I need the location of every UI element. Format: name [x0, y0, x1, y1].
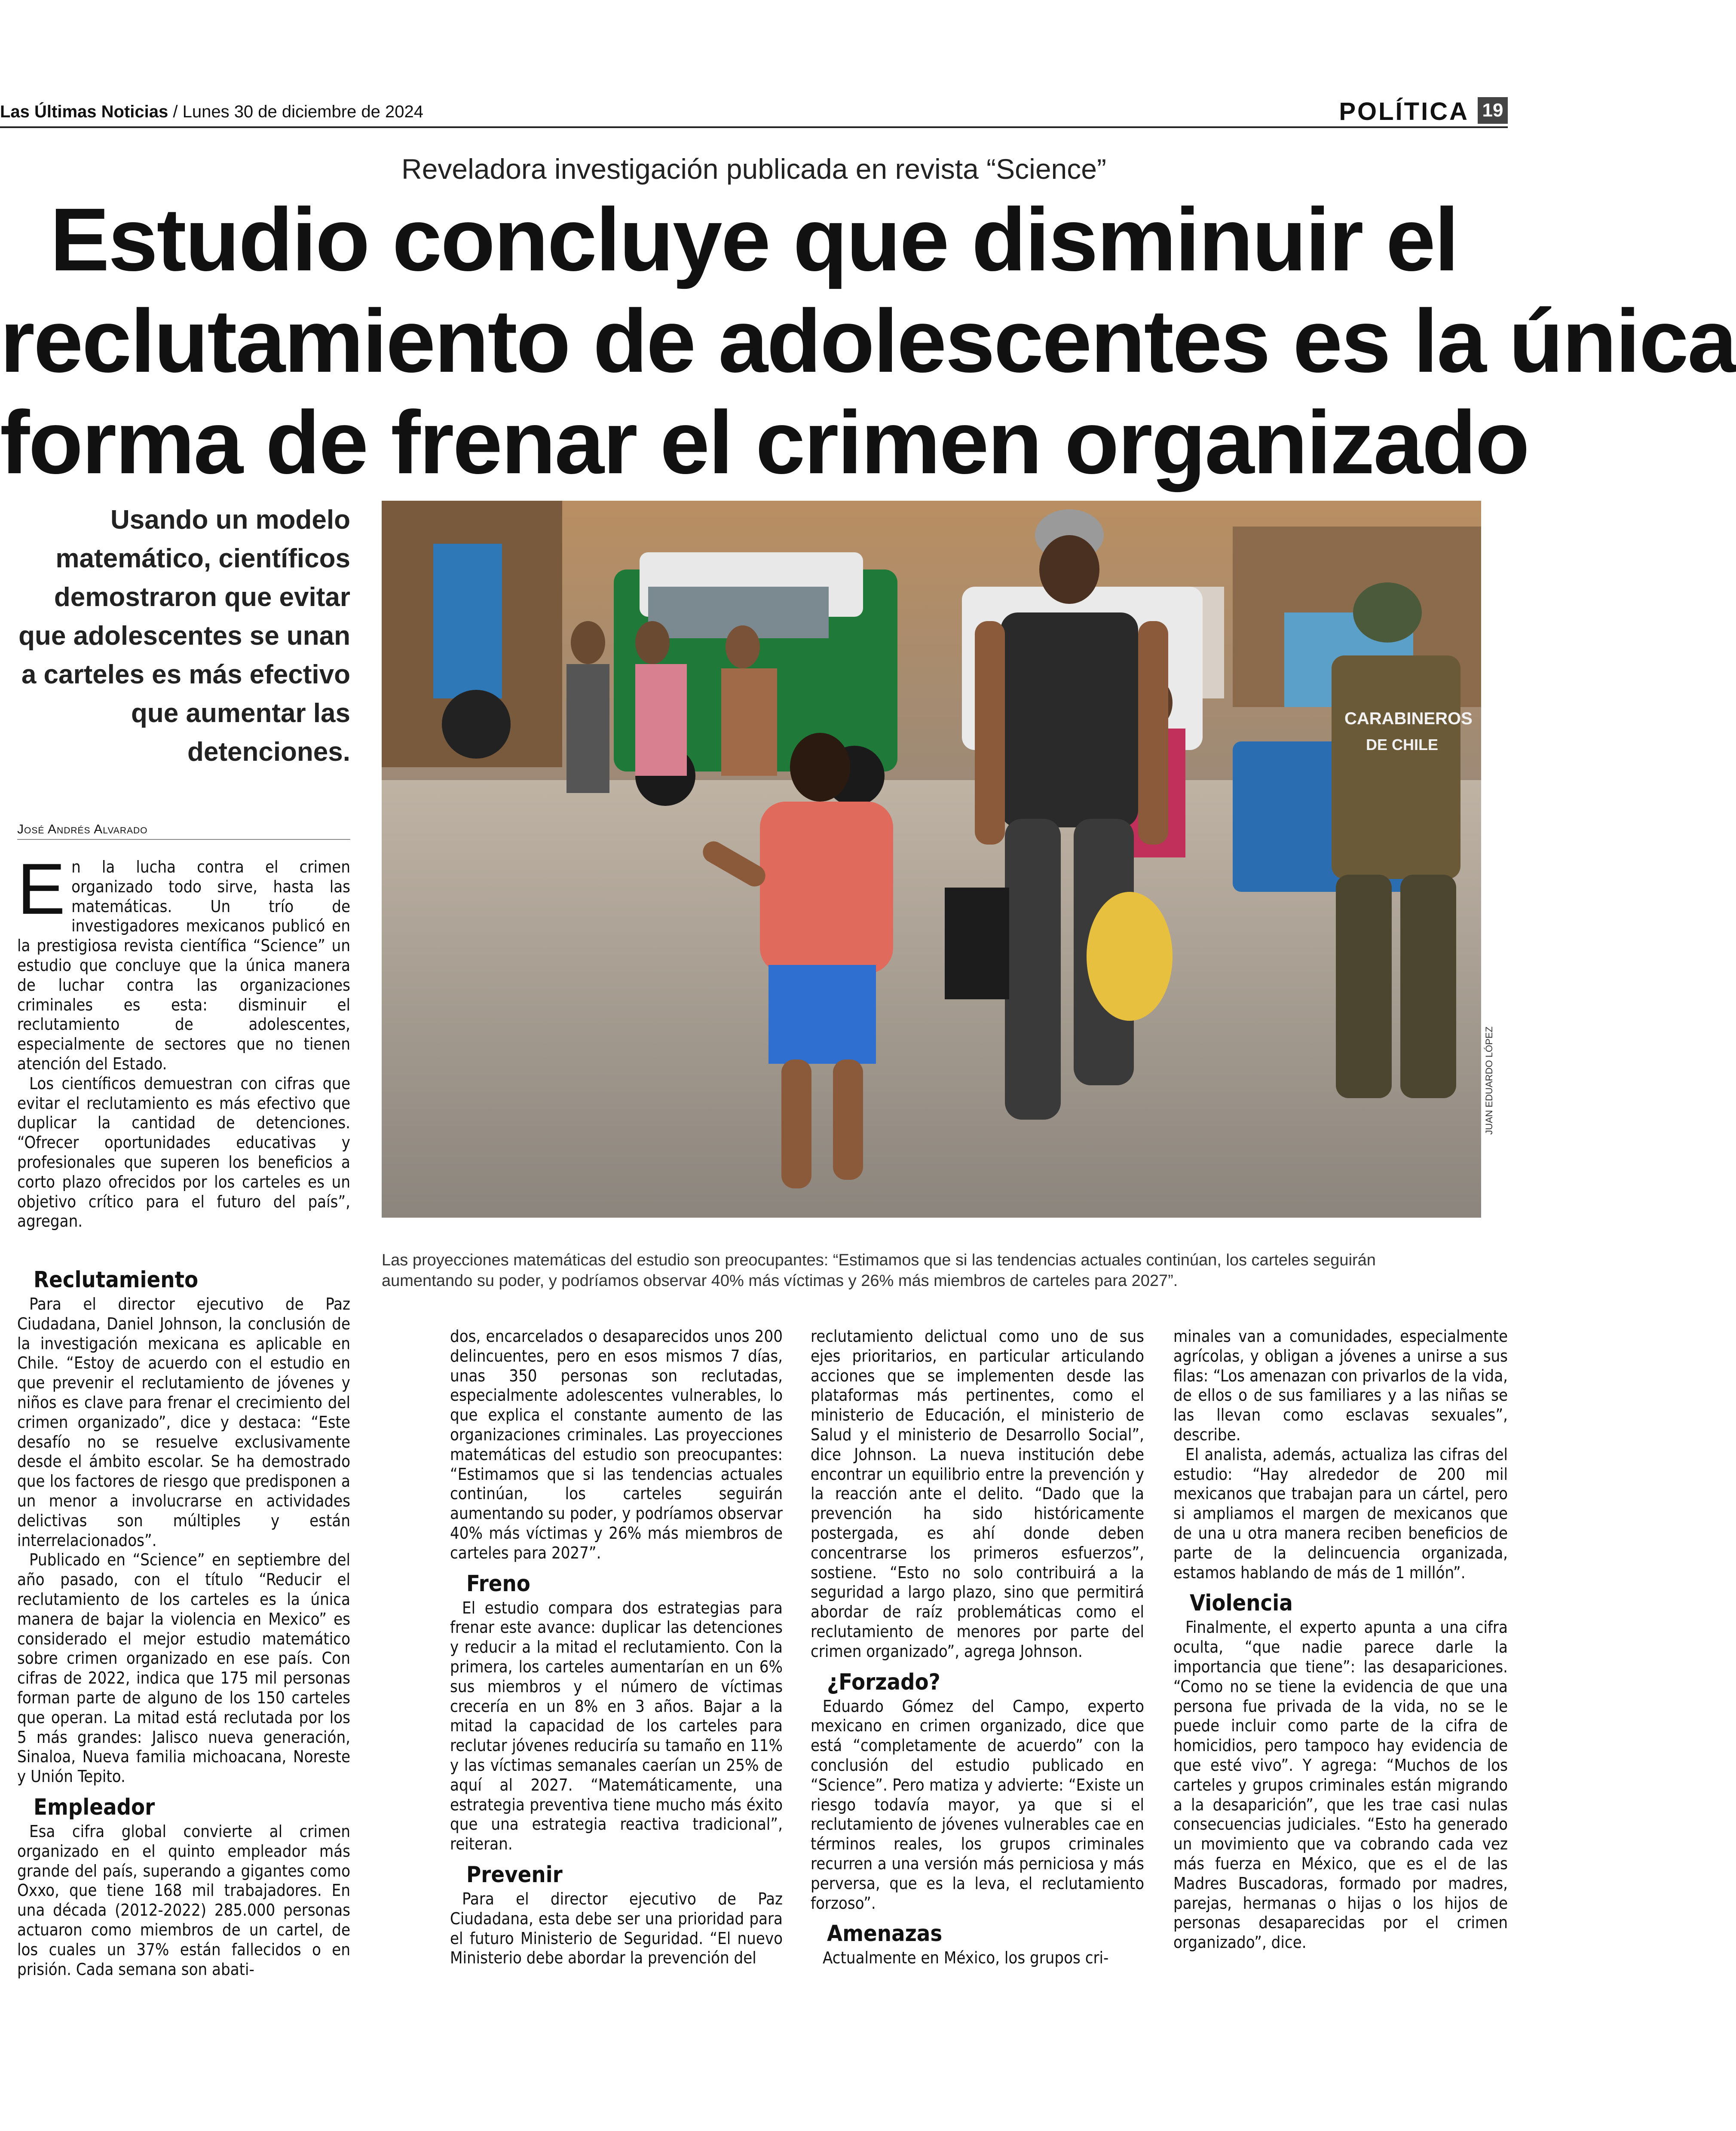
article-column-1 [17, 1259, 350, 1979]
subhead-forzado: ¿Forzado? [827, 1669, 940, 1695]
paragraph: dos, encarcelados o desaparecidos unos 200 delincuentes, pero en esos mismos 7 días, unas 350 personas son reclutadas, especialmente adolescentes vulnerables, lo que explica el constante aumento de las organizaciones criminales. Las proyecciones matemáticas del estudio son preocupantes: “Estimamos que si las tendencias actuales continúan, los carteles seguirán aumentando su poder, y podríamos observar 40% más víctimas y 26% más miembros de carteles para 2027”. [450, 1327, 783, 1562]
article-column-1-top [17, 848, 350, 1231]
drop-cap: E [17, 848, 66, 929]
subhead-freno: Freno [466, 1571, 530, 1597]
street-scene-illustration [382, 501, 1481, 1218]
masthead-rule [0, 126, 1508, 128]
paragraph: Para el director ejecutivo de Paz Ciudadana, esta debe ser una prioridad para el futuro Ministerio de Seguridad. “El nuevo Ministerio debe abordar la prevención del [450, 1889, 783, 1968]
byline-rule [17, 839, 350, 840]
photo-caption: Las proyecciones matemáticas del estudio son preocupantes: “Estimamos que si las tendencias actuales continúan, los carteles seguirán aumentando su poder, y podríamos observar 40% más víctimas y 26% más miembros de carteles para 2027”. [382, 1251, 1376, 1290]
article-column-3 [811, 1327, 1144, 1968]
paragraph: Finalmente, el experto apunta a una cifra oculta, “que nadie parece darle la importancia que tiene”: las desapariciones. “Como no se tiene la evidencia de que una persona fue privada de la vida, no se le puede incluir como parte de la cifra de homicidios, pero tampoco hay evidencia de que esté vivo”. Y agrega: “Muchos de los carteles y grupos criminales están migrando a la desaparición”, que les trae casi nulas consecuencias judiciales. “Esto ha generado un movimiento que va cobrando cada vez más fuerza en México, que es el de las Madres Buscadoras, formado por madres, parejas, hermanas o hijas o los hijos de personas desaparecidas por el crimen organizado”, dice. [1173, 1618, 1508, 1952]
byline: José Andrés Alvarado [17, 822, 148, 836]
paragraph: Para el director ejecutivo de Paz Ciudadana, Daniel Johnson, la conclusión de la investigación mexicana es aplicable en Chile. “Estoy de acuerdo con el estudio en que prevenir el reclutamiento de jóvenes y niños es clave para frenar el crecimiento del crimen organizado”, dice y destaca: “Este desafío no se resuelve exclusivamente desde el ámbito escolar. Se ha demostrado que los factores de riesgo que predisponen a un menor a involucrarse en actividades delictivas son múltiples y están interrelacionados”. [17, 1295, 350, 1550]
paragraph: minales van a comunidades, especialmente agrícolas, y obligan a jóvenes a unirse a sus filas: “Los amenazan con privarlos de la vida, de ellos o de sus familiares y a las niñas se las llevan como esclavas sexuales”, describe. [1173, 1327, 1508, 1444]
subhead-prevenir: Prevenir [466, 1862, 563, 1888]
paragraph: El estudio compara dos estrategias para frenar este avance: duplicar las detenciones y reducir a la mitad el reclutamiento. Con la primera, los carteles aumentarían en un 6% sus miembros y el número de víctimas crecería en un 8% en 3 años. Bajar a la mitad la capacidad de los carteles para reclutar jóvenes reduciría su tamaño en 11% y las víctimas semanales caerían un 25% de aquí al 2027. “Matemáticamente, una estrategia preventiva tiene mucho más éxito que una estrategia reactiva tradicional”, reiteran. [450, 1598, 783, 1854]
paragraph: reclutamiento delictual como uno de sus ejes prioritarios, en particular articulando acciones que se implementen desde las plataformas más pertinentes, como el ministerio de Educación, el ministerio de Salud y el ministerio de Desarrollo Social”, dice Johnson. La nueva institución debe encontrar un equilibrio entre la prevención y la reacción ante el delito. “Dado que la prevención ha sido históricamente postergada, es ahí donde deben concentrarse los primeros esfuerzos”, sostiene. “Esto no solo contribuirá a la seguridad a largo plazo, sino que permitirá abordar de raíz problemáticas como el reclutamiento de menores por parte del crimen organizado”, agrega Johnson. [811, 1327, 1144, 1661]
paragraph: Eduardo Gómez del Campo, experto mexicano en crimen organizado, dice que está “completamente de acuerdo” con la conclusión del estudio publicado en “Science”. Pero matiza y advierte: “Existe un riesgo todavía mayor, ya que si el reclutamiento de jóvenes vulnerables cae en términos reales, los grupos criminales recurren a una versión más perniciosa y más perversa, que es la leva, el reclutamiento forzoso”. [811, 1696, 1144, 1913]
photo-credit: JUAN EDUARDO LÓPEZ [1484, 1026, 1494, 1135]
headline-line-2: reclutamiento de adolescentes es la única [0, 291, 1736, 391]
headline-line-1: Estudio concluye que disminuir el [50, 190, 1458, 290]
paragraph: Los científicos demuestran con cifras que evitar el reclutamiento es más efectivo que duplicar la cantidad de detenciones. “Ofrecer oportunidades educativas y profesionales que superen los beneficios a corto plazo ofrecidos por los carteles es un objetivo crítico para el futuro del país”, agregan. [17, 1074, 350, 1231]
vest-text-2: DE CHILE [1366, 736, 1439, 753]
issue-date: / Lunes 30 de diciembre de 2024 [168, 102, 423, 121]
paragraph [17, 848, 350, 1074]
paragraph-text: n la lucha contra el crimen organizado todo sirve, hasta las matemáticas. Un trío de investigadores mexicanos publicó en la prestigiosa revista científica “Science” un estudio que concluye que la única manera de luchar contra las organizaciones criminales es esta: disminuir el reclutamiento de adolescentes, especialmente de sectores que no tienen atención del Estado. [17, 857, 350, 1073]
subhead-reclutamiento: Reclutamiento [34, 1267, 199, 1293]
paper-name: Las Últimas Noticias [0, 102, 168, 121]
deck-summary: Usando un modelo matemático, científicos demostraron que evitar que adolescentes se unan a carteles es más efectivo que aumentar las detenciones. [18, 505, 350, 767]
article-column-2 [450, 1327, 783, 1968]
article-column-4 [1173, 1327, 1508, 1953]
subhead-amenazas: Amenazas [827, 1921, 943, 1947]
vest-text-1: CARABINEROS [1344, 709, 1473, 728]
headline-line-3: forma de frenar el crimen organizado [0, 393, 1529, 493]
subhead-violencia: Violencia [1190, 1590, 1293, 1617]
paragraph: Publicado en “Science” en septiembre del año pasado, con el título “Reducir el reclutamiento de los carteles es la única manera de bajar la violencia en Mexico” es considerado el mejor estudio matemático sobre crimen organizado en ese país. Con cifras de 2022, indica que 175 mil personas forman parte de alguno de los 150 carteles que operan. La mitad está reclutada por los 5 más grandes: Jalisco nueva generación, Sinaloa, Nueva familia michoacana, Noreste y Unión Tepito. [17, 1550, 350, 1786]
kicker: Reveladora investigación publicada en revista “Science” [401, 153, 1106, 185]
masthead-paper [0, 102, 423, 122]
paragraph: Actualmente en México, los grupos cri- [823, 1948, 1109, 1968]
section-name: POLÍTICA [1339, 98, 1469, 126]
page-number: 19 [1478, 97, 1508, 124]
paragraph: Esa cifra global convierte al crimen organizado en el quinto empleador más grande del país, superando a gigantes como Oxxo, que tiene 168 mil trabajadores. En una década (2012-2022) 285.000 personas actuaron como miembros de un cartel, de los cuales un 37% están fallecidos o en prisión. Cada semana son abati- [17, 1822, 350, 1979]
news-photo [382, 501, 1481, 1218]
subhead-empleador: Empleador [34, 1794, 155, 1820]
headline [0, 189, 1736, 493]
paragraph: El analista, además, actualiza las cifras del estudio: “Hay alrededor de 200 mil mexicanos que trabajan para un cártel, pero si ampliamos el margen de mexicanos que de una u otra manera reciben beneficios de parte de la delincuencia organizada, estamos hablando de más de 1 millón”. [1173, 1445, 1508, 1582]
